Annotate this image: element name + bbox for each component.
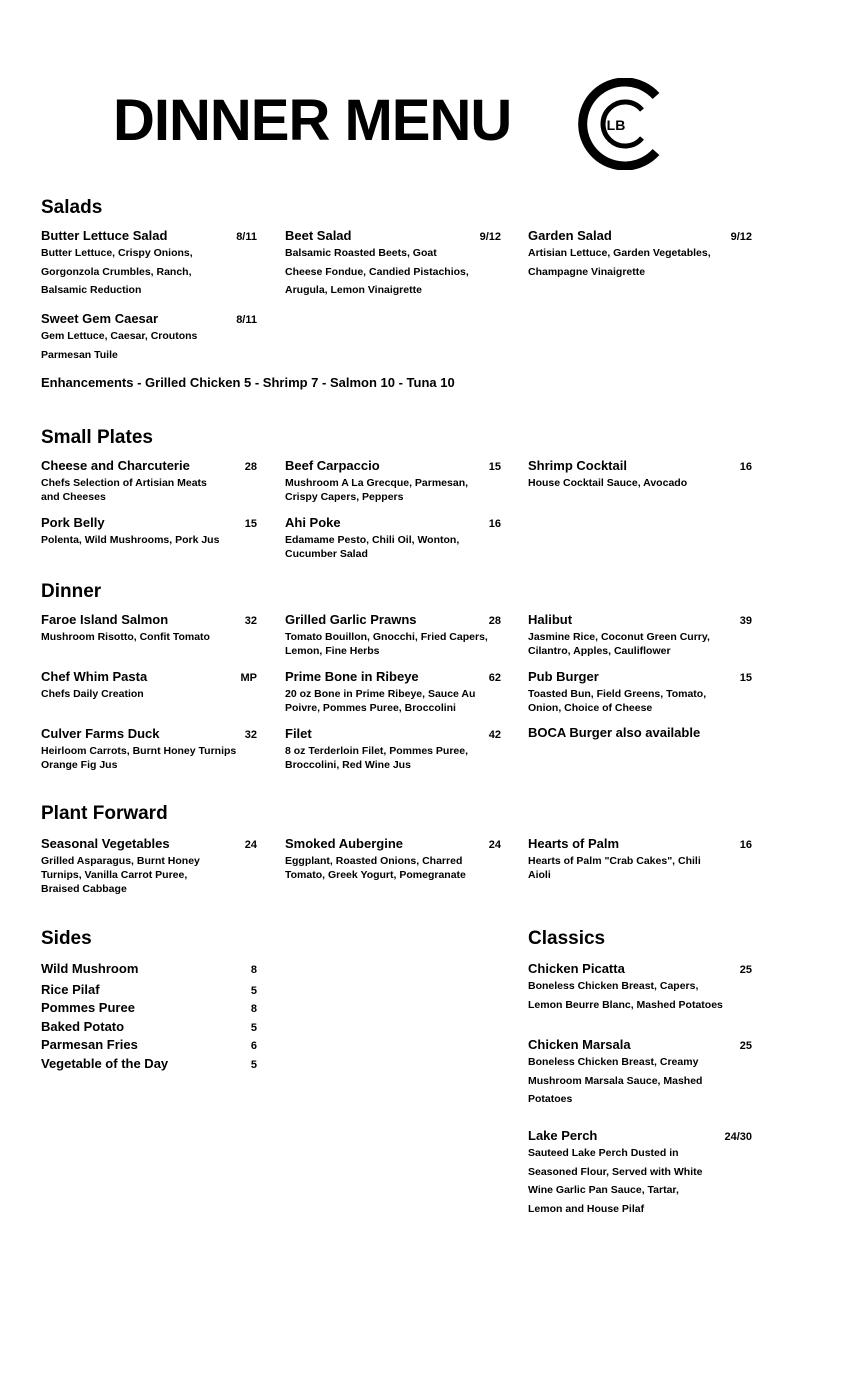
item-price: 8 [250, 964, 257, 976]
menu-item [528, 611, 752, 658]
item-description: Boneless Chicken Breast, Creamy Mushroom Marsala Sauce, Mashed Potatoes [528, 1056, 703, 1105]
item-description: 20 oz Bone in Prime Ribeye, Sauce Au Poivre, Pommes Puree, Broccolini [285, 688, 476, 714]
item-price: 42 [488, 729, 501, 741]
section-dinner: Dinner [41, 581, 102, 602]
item-name: Pub Burger [528, 669, 599, 684]
item-name: Cheese and Charcuterie [41, 458, 190, 473]
side-item [41, 1055, 257, 1072]
item-name: Hearts of Palm [528, 836, 620, 851]
item-price: 5 [250, 1022, 257, 1034]
section-classics: Classics [528, 928, 606, 949]
side-item [41, 960, 257, 977]
item-price: 39 [739, 615, 752, 627]
item-name: Baked Potato [41, 1019, 125, 1034]
item-name: Prime Bone in Ribeye [285, 669, 419, 684]
item-name: Chicken Picatta [528, 961, 625, 976]
item-description: Jasmine Rice, Coconut Green Curry, Cilantro, Apples, Cauliflower [528, 631, 710, 657]
menu-item [285, 227, 501, 300]
item-name: Rice Pilaf [41, 982, 100, 997]
item-name: Faroe Island Salmon [41, 612, 169, 627]
item-price: 32 [244, 729, 257, 741]
menu-item [528, 1127, 752, 1218]
item-description: Grilled Asparagus, Burnt Honey Turnips, Vanilla Carrot Puree, Braised Cabbage [41, 855, 200, 895]
side-item [41, 1018, 257, 1035]
item-price: 28 [244, 461, 257, 473]
menu-title: DINNER MENU [113, 88, 512, 153]
menu-item [41, 835, 257, 896]
item-name: Pork Belly [41, 515, 105, 530]
item-description: Mushroom A La Grecque, Parmesan, Crispy Capers, Peppers [285, 477, 469, 503]
item-name: Pommes Puree [41, 1000, 135, 1015]
menu-item [285, 835, 501, 882]
menu-item [41, 668, 257, 701]
item-description: House Cocktail Sauce, Avocado [528, 477, 688, 489]
item-description: Heirloom Carrots, Burnt Honey Turnips Orange Fig Jus [41, 745, 237, 771]
item-price: 5 [250, 985, 257, 997]
item-price: 8/11 [236, 231, 257, 243]
item-price: 32 [244, 615, 257, 627]
item-price: 16 [488, 518, 501, 530]
item-price: 28 [488, 615, 501, 627]
item-price: 24 [488, 839, 501, 851]
menu-item [285, 611, 501, 658]
item-price: 9/12 [479, 231, 501, 243]
item-description: Tomato Bouillon, Gnocchi, Fried Capers, Lemon, Fine Herbs [285, 631, 488, 657]
item-description: Boneless Chicken Breast, Capers, Lemon Beurre Blanc, Mashed Potatoes [528, 980, 723, 1011]
menu-item [528, 457, 752, 490]
item-name: Shrimp Cocktail [528, 458, 627, 473]
item-price: 6 [250, 1040, 257, 1052]
menu-item [285, 514, 501, 561]
item-description: Polenta, Wild Mushrooms, Pork Jus [41, 534, 220, 546]
item-description: Butter Lettuce, Crispy Onions, Gorgonzola Crumbles, Ranch, Balsamic Reduction [41, 247, 193, 296]
item-price: 15 [488, 461, 501, 473]
item-price: 9/12 [730, 231, 752, 243]
item-name: Smoked Aubergine [285, 836, 403, 851]
item-description: Artisian Lettuce, Garden Vegetables, Champagne Vinaigrette [528, 247, 711, 278]
item-price: 62 [488, 672, 501, 684]
item-price: MP [240, 672, 257, 684]
menu-item [41, 514, 257, 547]
menu-item [285, 668, 501, 715]
item-description: 8 oz Terderloin Filet, Pommes Puree, Broccolini, Red Wine Jus [285, 745, 469, 771]
item-name: Beef Carpaccio [285, 458, 380, 473]
svg-text:LB: LB [606, 117, 626, 133]
item-name: Ahi Poke [285, 515, 341, 530]
item-name: Parmesan Fries [41, 1037, 138, 1052]
item-name: Garden Salad [528, 228, 612, 243]
side-item [41, 1036, 257, 1053]
item-price: 15 [739, 672, 752, 684]
side-item [41, 999, 257, 1016]
item-description: Eggplant, Roasted Onions, Charred Tomato, Greek Yogurt, Pomegranate [285, 855, 466, 881]
section-sides: Sides [41, 928, 92, 949]
item-price: 25 [739, 964, 752, 976]
item-description: Toasted Bun, Field Greens, Tomato, Onion, Choice of Cheese [528, 688, 707, 714]
menu-item [41, 310, 257, 364]
item-price: 24 [244, 839, 257, 851]
item-description: Balsamic Roasted Beets, Goat Cheese Fondue, Candied Pistachios, Arugula, Lemon Vinaigrette [285, 247, 469, 296]
menu-item [528, 227, 752, 281]
item-name: Grilled Garlic Prawns [285, 612, 417, 627]
item-name: Wild Mushroom [41, 961, 139, 976]
item-name: Butter Lettuce Salad [41, 228, 168, 243]
item-description: Edamame Pesto, Chili Oil, Wonton, Cucumber Salad [285, 534, 460, 560]
item-price: 8 [250, 1003, 257, 1015]
item-price: 15 [244, 518, 257, 530]
item-price: 8/11 [236, 314, 257, 326]
enhancements-note: Enhancements - Grilled Chicken 5 - Shrimp 7 - Salmon 10 - Tuna 10 [41, 375, 455, 390]
section-plant-forward: Plant Forward [41, 803, 168, 824]
item-price: 25 [739, 1040, 752, 1052]
menu-item [285, 457, 501, 504]
menu-item [41, 457, 257, 504]
item-name: Halibut [528, 612, 573, 627]
menu-item [41, 227, 257, 300]
item-name: Culver Farms Duck [41, 726, 160, 741]
item-description: Gem Lettuce, Caesar, Croutons Parmesan Tuile [41, 330, 198, 361]
menu-item [41, 725, 257, 772]
item-name: Lake Perch [528, 1128, 598, 1143]
item-price: 24/30 [724, 1131, 752, 1143]
item-price: 5 [250, 1059, 257, 1071]
restaurant-logo [572, 78, 664, 170]
menu-item [528, 835, 752, 882]
side-item [41, 981, 257, 998]
item-name: Chicken Marsala [528, 1037, 631, 1052]
item-name: Seasonal Vegetables [41, 836, 170, 851]
item-name: Vegetable of the Day [41, 1056, 169, 1071]
menu-item [41, 611, 257, 644]
item-description: Chefs Daily Creation [41, 688, 144, 700]
item-description: Mushroom Risotto, Confit Tomato [41, 631, 210, 643]
menu-item [528, 668, 752, 715]
boca-burger-note: BOCA Burger also available [528, 725, 701, 740]
section-salads: Salads [41, 197, 103, 218]
item-name: Sweet Gem Caesar [41, 311, 159, 326]
item-description: Chefs Selection of Artisian Meats and Cheeses [41, 477, 207, 503]
item-name: Beet Salad [285, 228, 352, 243]
item-price: 16 [739, 839, 752, 851]
menu-item [528, 960, 752, 1014]
section-small-plates: Small Plates [41, 427, 153, 448]
item-description: Sauteed Lake Perch Dusted in Seasoned Flour, Served with White Wine Garlic Pan Sauce, Tartar, Lemon and House Pilaf [528, 1147, 703, 1215]
item-price: 16 [739, 461, 752, 473]
menu-item [285, 725, 501, 772]
item-description: Hearts of Palm "Crab Cakes", Chili Aioli [528, 855, 701, 881]
menu-item [528, 1036, 752, 1109]
item-name: Chef Whim Pasta [41, 669, 148, 684]
item-name: Filet [285, 726, 312, 741]
